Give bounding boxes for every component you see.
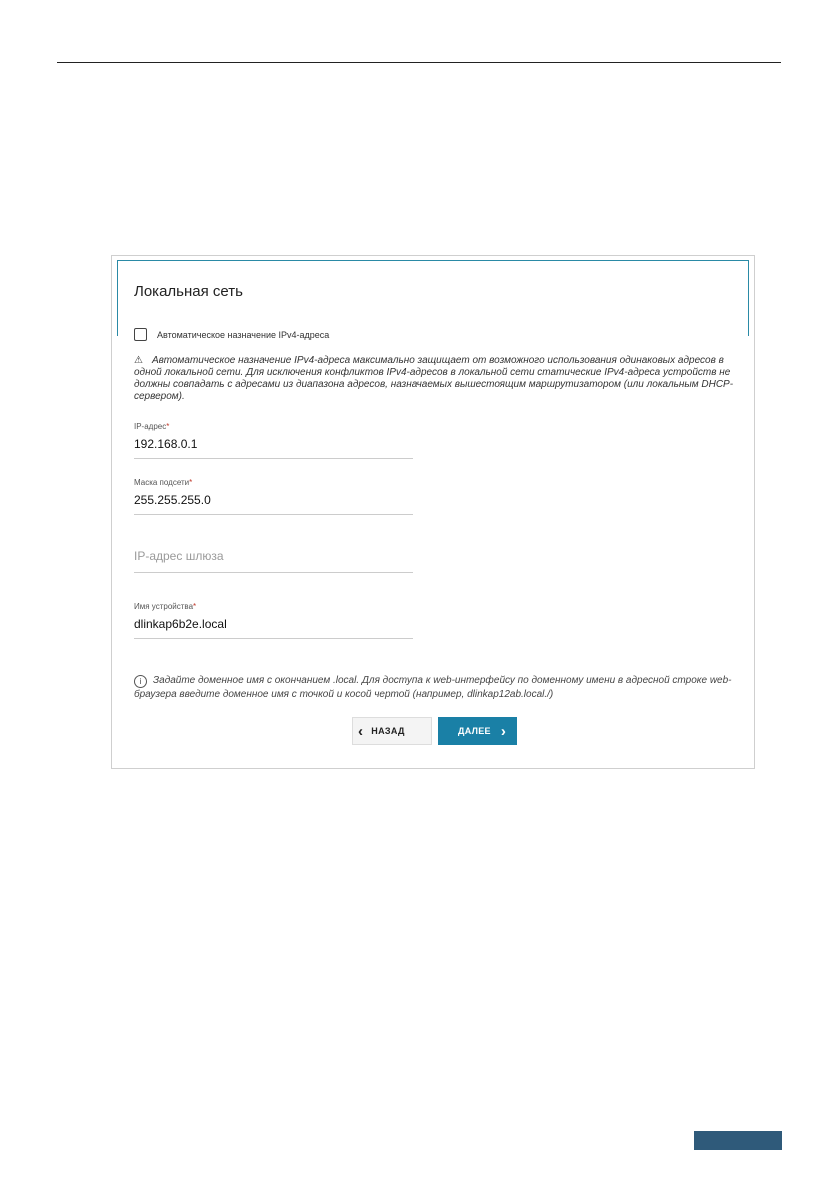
device-name-field[interactable]	[134, 602, 413, 639]
next-button-label: ДАЛЕЕ	[458, 726, 491, 736]
device-name-input[interactable]: dlinkap6b2e.local	[134, 617, 227, 631]
device-name-label: Имя устройства*	[134, 602, 197, 611]
auto-ipv4-label: Автоматическое назначение IPv4-адреса	[157, 329, 330, 340]
next-button[interactable]	[438, 717, 517, 745]
warning-icon: ⚠	[134, 355, 143, 366]
auto-ipv4-checkbox[interactable]	[134, 328, 147, 341]
warning-note	[134, 355, 734, 403]
gateway-field[interactable]	[134, 549, 413, 573]
ip-address-label: IP-адрес*	[134, 422, 170, 431]
info-icon: i	[134, 675, 147, 688]
subnet-mask-label: Маска подсети*	[134, 478, 193, 487]
info-text: Задайте доменное имя с окончанием .local. Для доступа к web-интерфейсу по доменному имени в адресной строке web-браузера введите доменное имя с точкой и косой чертой (например, dlinkap12ab.local./)	[134, 675, 732, 700]
subnet-mask-input[interactable]: 255.255.255.0	[134, 493, 211, 507]
ip-address-input[interactable]: 192.168.0.1	[134, 437, 198, 451]
ip-address-field[interactable]	[134, 422, 413, 459]
page-number-tab	[694, 1131, 782, 1150]
chevron-right-icon: ›	[500, 722, 507, 740]
auto-ipv4-row[interactable]	[134, 328, 329, 341]
warning-text: Автоматическое назначение IPv4-адреса максимально защищает от возможного использования одинаковых адресов в одной локальной сети. Для исключения конфликтов IPv4-адресов в локальной сети статические IPv4-адреса устройств не должны совпадать с адресами из диапазона адресов, назначаемых вышестоящим маршрутизатором (или локальным DHCP-сервером).	[134, 355, 734, 402]
header-rule	[57, 62, 781, 63]
info-note	[134, 674, 734, 702]
ui-screenshot	[111, 255, 755, 769]
subnet-mask-field[interactable]	[134, 478, 413, 515]
gateway-input[interactable]: IP-адрес шлюза	[134, 549, 224, 563]
panel-title: Локальная сеть	[134, 283, 243, 300]
back-button[interactable]	[352, 717, 432, 745]
chevron-left-icon: ‹	[358, 722, 364, 740]
back-button-label: НАЗАД	[371, 726, 405, 736]
